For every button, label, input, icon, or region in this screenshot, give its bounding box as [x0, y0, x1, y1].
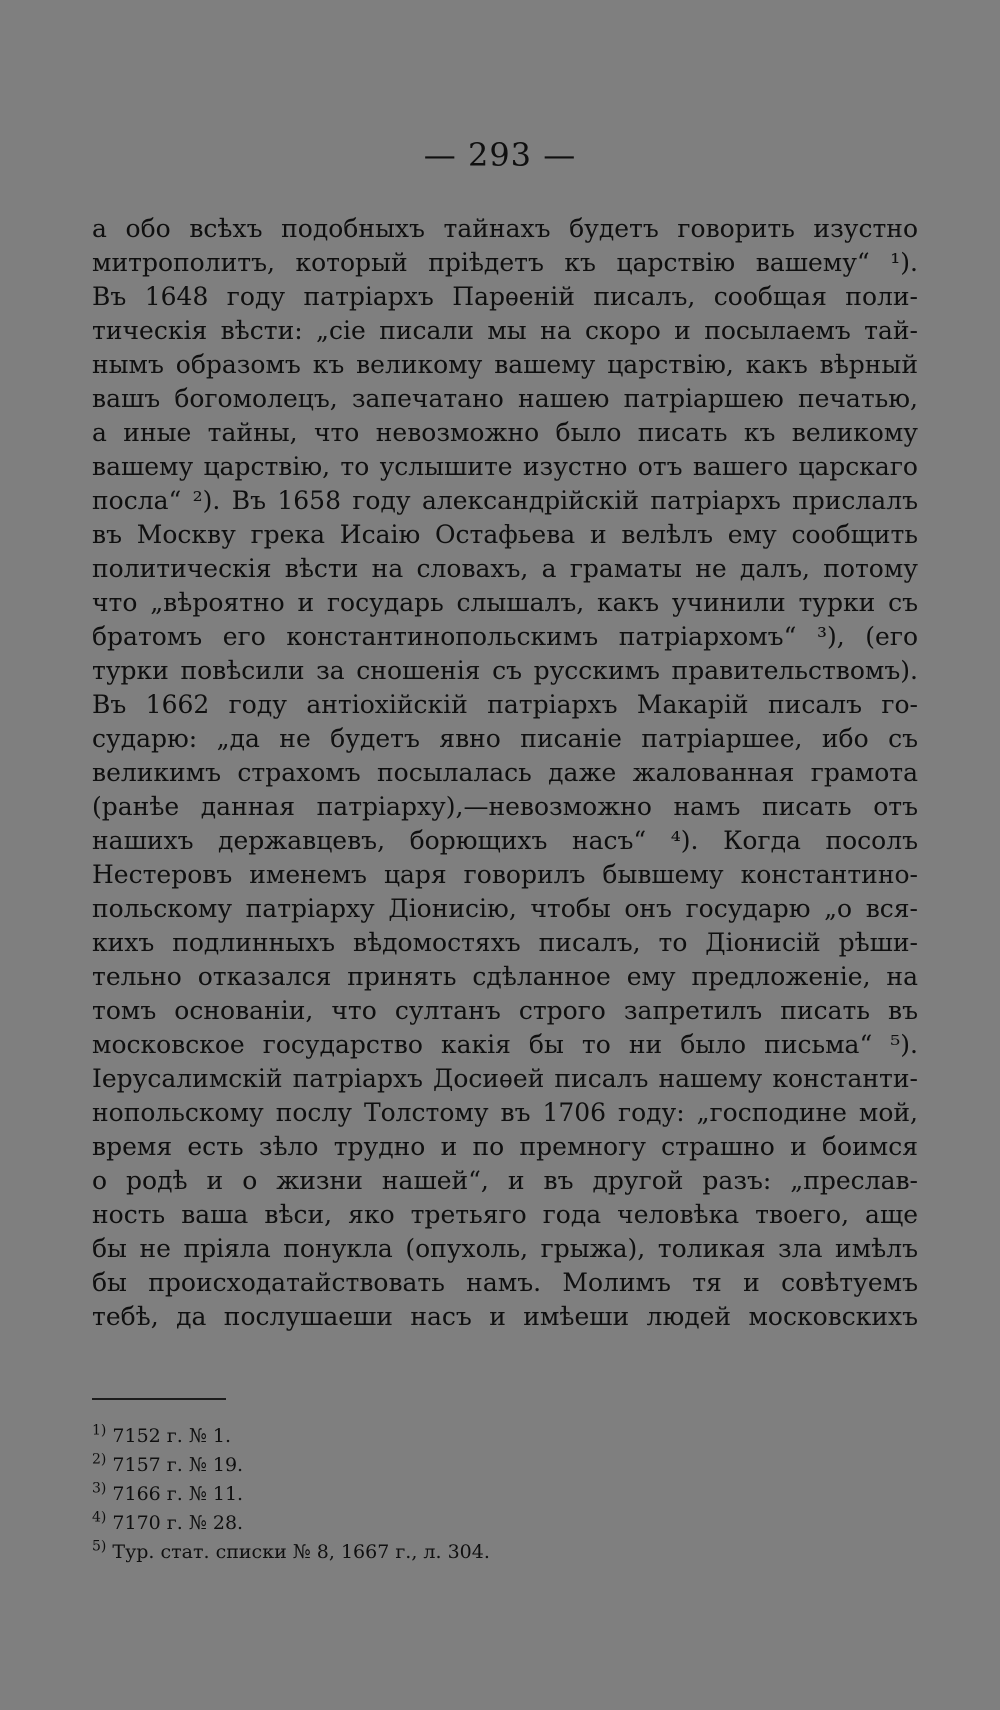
- footnote-text: 7170 г. № 28.: [106, 1512, 244, 1534]
- text-line: кихъ подлинныхъ вѣдомостяхъ писалъ, то Діонисій рѣши-: [92, 928, 918, 957]
- footnote-mark: 5): [92, 1538, 107, 1555]
- main-text: [92, 212, 918, 1334]
- text-line: тическія вѣсти: „сіе писали мы на скоро и посылаемъ тай-: [92, 316, 918, 345]
- text-line: а обо всѣхъ подобныхъ тайнахъ будетъ говорить изустно: [92, 214, 918, 243]
- text-line: что „вѣроятно и государь слышалъ, какъ учинили турки съ: [92, 588, 918, 617]
- text-line: польскому патріарху Діонисію, чтобы онъ государю „о вся-: [92, 894, 918, 923]
- text-line: томъ основаніи, что султанъ строго запретилъ писать въ: [92, 996, 918, 1025]
- text-line: нашихъ державцевъ, борющихъ насъ“ ⁴). Когда посолъ: [92, 826, 918, 855]
- footnote-divider: [92, 1398, 226, 1400]
- text-line: нопольскому послу Толстому въ 1706 году: „господине мой,: [92, 1098, 918, 1127]
- text-line: турки повѣсили за сношенія съ русскимъ правительствомъ).: [92, 656, 918, 685]
- footnote-mark: 2): [92, 1451, 107, 1468]
- text-line: сударю: „да не будетъ явно писаніе патріаршее, ибо съ: [92, 724, 918, 753]
- footnote-mark: 1): [92, 1422, 107, 1439]
- text-line: митрополитъ, который пріѣдетъ къ царствію вашему“ ¹).: [92, 248, 918, 277]
- footnote: [92, 1480, 792, 1509]
- footnotes: [92, 1422, 792, 1567]
- text-line: бы происходатайствовать намъ. Молимъ тя и совѣтуемъ: [92, 1268, 918, 1297]
- text-line: Въ 1662 году антіохійскій патріархъ Макарій писалъ го-: [92, 690, 918, 719]
- footnote: [92, 1422, 792, 1451]
- footnote-mark: 4): [92, 1509, 107, 1526]
- footnote-text: 7157 г. № 19.: [106, 1454, 244, 1476]
- text-line: московское государство какія бы то ни было письма“ ⁵).: [92, 1030, 918, 1059]
- text-line: тельно отказался принять сдѣланное ему предложеніе, на: [92, 962, 918, 991]
- text-line: вашъ богомолецъ, запечатано нашею патріаршею печатью,: [92, 384, 918, 413]
- page-number: — 293 —: [423, 136, 577, 174]
- footnote-text: 7152 г. № 1.: [106, 1425, 231, 1447]
- text-line: великимъ страхомъ посылалась даже жалованная грамота: [92, 758, 918, 787]
- text-line: въ Москву грека Исаію Остафьева и велѣлъ ему сообщить: [92, 520, 918, 549]
- footnote-text: Тур. стат. списки № 8, 1667 г., л. 304.: [106, 1541, 490, 1563]
- footnote: [92, 1538, 792, 1567]
- text-line: Въ 1648 году патріархъ Парѳеній писалъ, сообщая поли-: [92, 282, 918, 311]
- text-line: а иные тайны, что невозможно было писать къ великому: [92, 418, 918, 447]
- footnote: [92, 1509, 792, 1538]
- footnote: [92, 1451, 792, 1480]
- text-line: бы не пріяла понукла (опухоль, грыжа), толикая зла имѣлъ: [92, 1234, 918, 1263]
- text-line: посла“ ²). Въ 1658 году александрійскій патріархъ прислалъ: [92, 486, 918, 515]
- text-line: время есть зѣло трудно и по премногу страшно и боимся: [92, 1132, 918, 1161]
- text-line: Іерусалимскій патріархъ Досиѳей писалъ нашему константи-: [92, 1064, 918, 1093]
- text-line: нымъ образомъ къ великому вашему царствію, какъ вѣрный: [92, 350, 918, 379]
- text-line: вашему царствію, то услышите изустно отъ вашего царскаго: [92, 452, 918, 481]
- text-line: политическія вѣсти на словахъ, а граматы не далъ, потому: [92, 554, 918, 583]
- text-line: ность ваша вѣси, яко третьяго года человѣка твоего, аще: [92, 1200, 918, 1229]
- footnote-text: 7166 г. № 11.: [106, 1483, 244, 1505]
- text-line: (ранѣе данная патріарху),—невозможно намъ писать отъ: [92, 792, 918, 821]
- footnote-mark: 3): [92, 1480, 107, 1497]
- text-line: братомъ его константинопольскимъ патріархомъ“ ³), (его: [92, 622, 918, 651]
- text-line: о родѣ и о жизни нашей“, и въ другой разъ: „преслав-: [92, 1166, 918, 1195]
- text-line: Нестеровъ именемъ царя говорилъ бывшему константино-: [92, 860, 918, 889]
- text-line: тебѣ, да послушаеши насъ и имѣеши людей московскихъ: [92, 1302, 918, 1331]
